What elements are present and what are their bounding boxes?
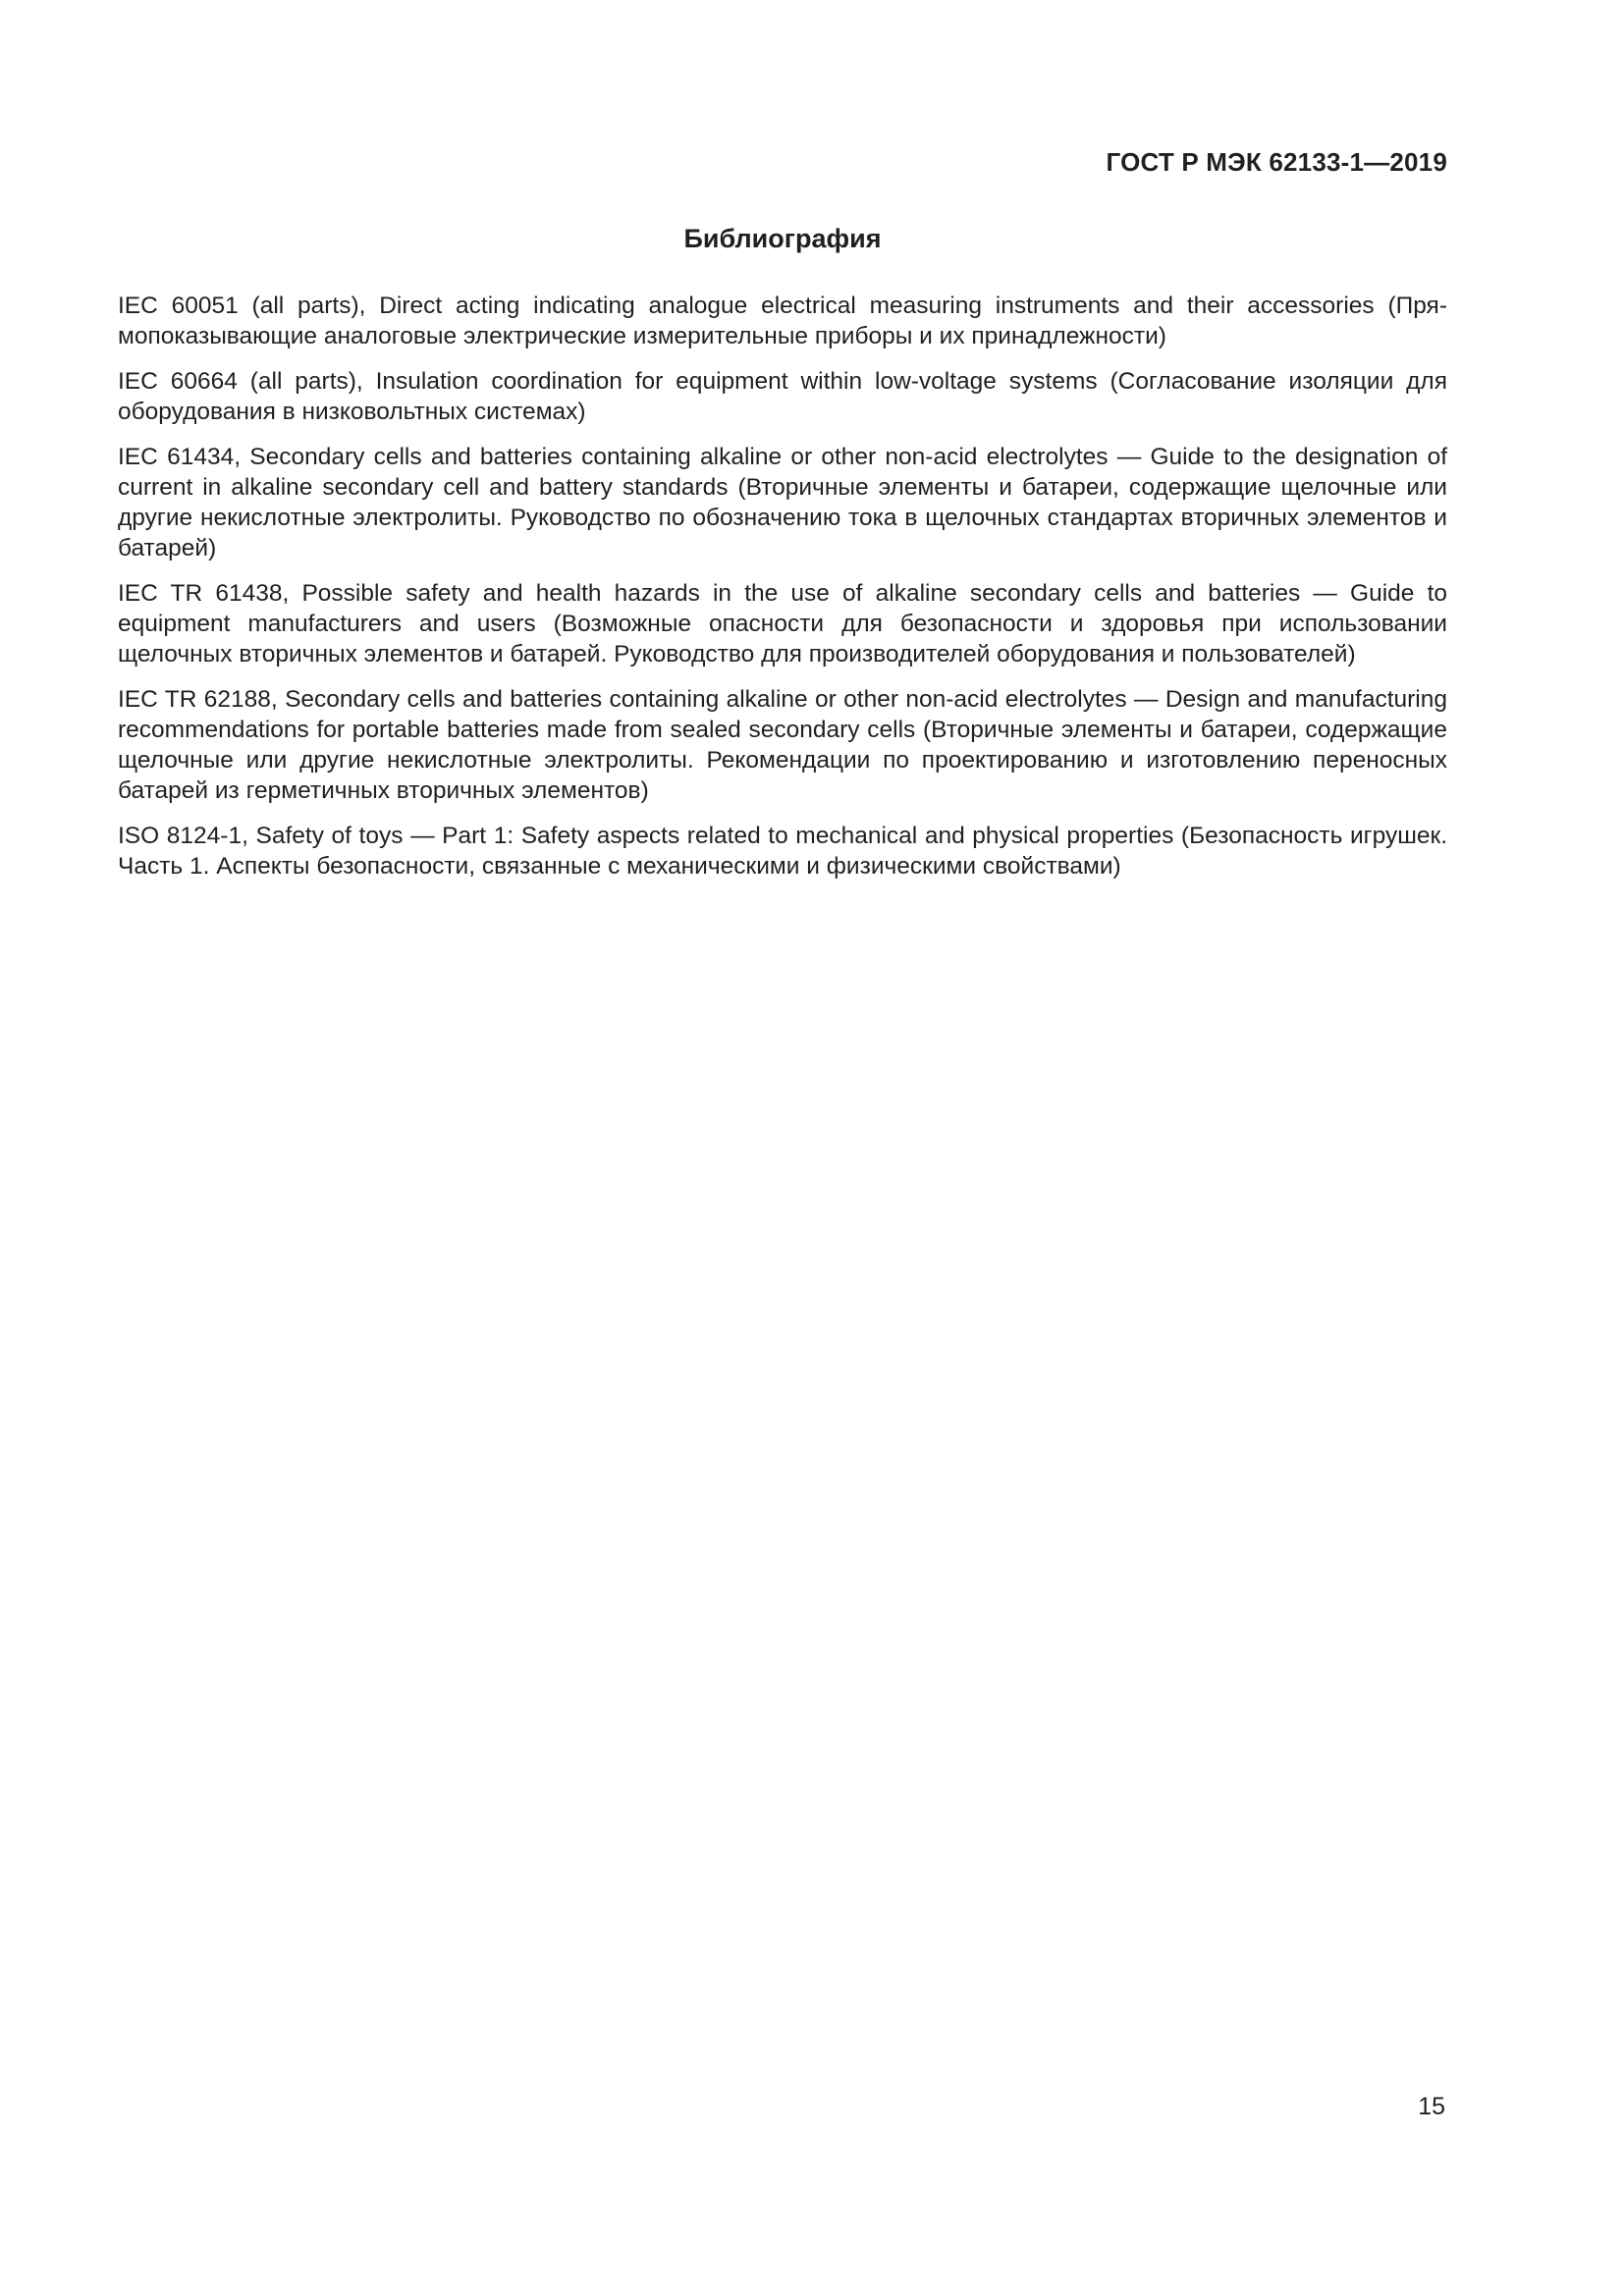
page-title: Библиография xyxy=(683,224,882,253)
bibliography-entry-iec-tr-62188: IEC TR 62188, Secondary cells and batteries containing alkaline or other non-acid electrolytes — Design and manufacturing recommendations for portable batteries made from sealed secondary cells (Вторичные элементы и батареи, содержащие щелочные или другие некислотные электролиты. Рекомендации по проектированию и изготовлению переносных батарей из герметичных вторичных элементов) xyxy=(118,686,1447,804)
bibliography-list xyxy=(118,291,1447,896)
document-code: ГОСТ Р МЭК 62133-1—2019 xyxy=(1106,147,1447,177)
bibliography-entry-iso-8124-1: ISO 8124-1, Safety of toys — Part 1: Safety aspects related to mechanical and physical properties (Безопасность игрушек. Часть 1. Аспекты безопасности, связанные с механическими и физическими свойствами) xyxy=(118,823,1447,880)
page-number: 15 xyxy=(1418,2093,1445,2120)
bibliography-entry-iec-60664: IEC 60664 (all parts), Insulation coordination for equipment within low-voltage systems (Согласование изоляции для оборудования в низковольтных системах) xyxy=(118,368,1447,425)
bibliography-entry-iec-tr-61438: IEC TR 61438, Possible safety and health hazards in the use of alkaline secondary cells and batteries — Guide to equipment manufacturers and users (Возможные опасности для безопасности и здоровья при использовании щелочных вторичных элементов и батарей. Руководство для производителей оборудования и пользователей) xyxy=(118,580,1447,667)
bibliography-entry-iec-60051: IEC 60051 (all parts), Direct acting indicating analogue electrical measuring instruments and their accessories (Прямопоказывающие аналоговые электрические измерительные приборы и их принадлежности) xyxy=(118,293,1447,349)
bibliography-entry-iec-61434: IEC 61434, Secondary cells and batteries containing alkaline or other non-acid electrolytes — Guide to the designation of current in alkaline secondary cell and battery standards (Вторичные элементы и батареи, содержащие щелочные или другие некислотные электролиты. Руководство по обозначению тока в щелочных стандартах вторичных элементов и батарей) xyxy=(118,444,1447,561)
